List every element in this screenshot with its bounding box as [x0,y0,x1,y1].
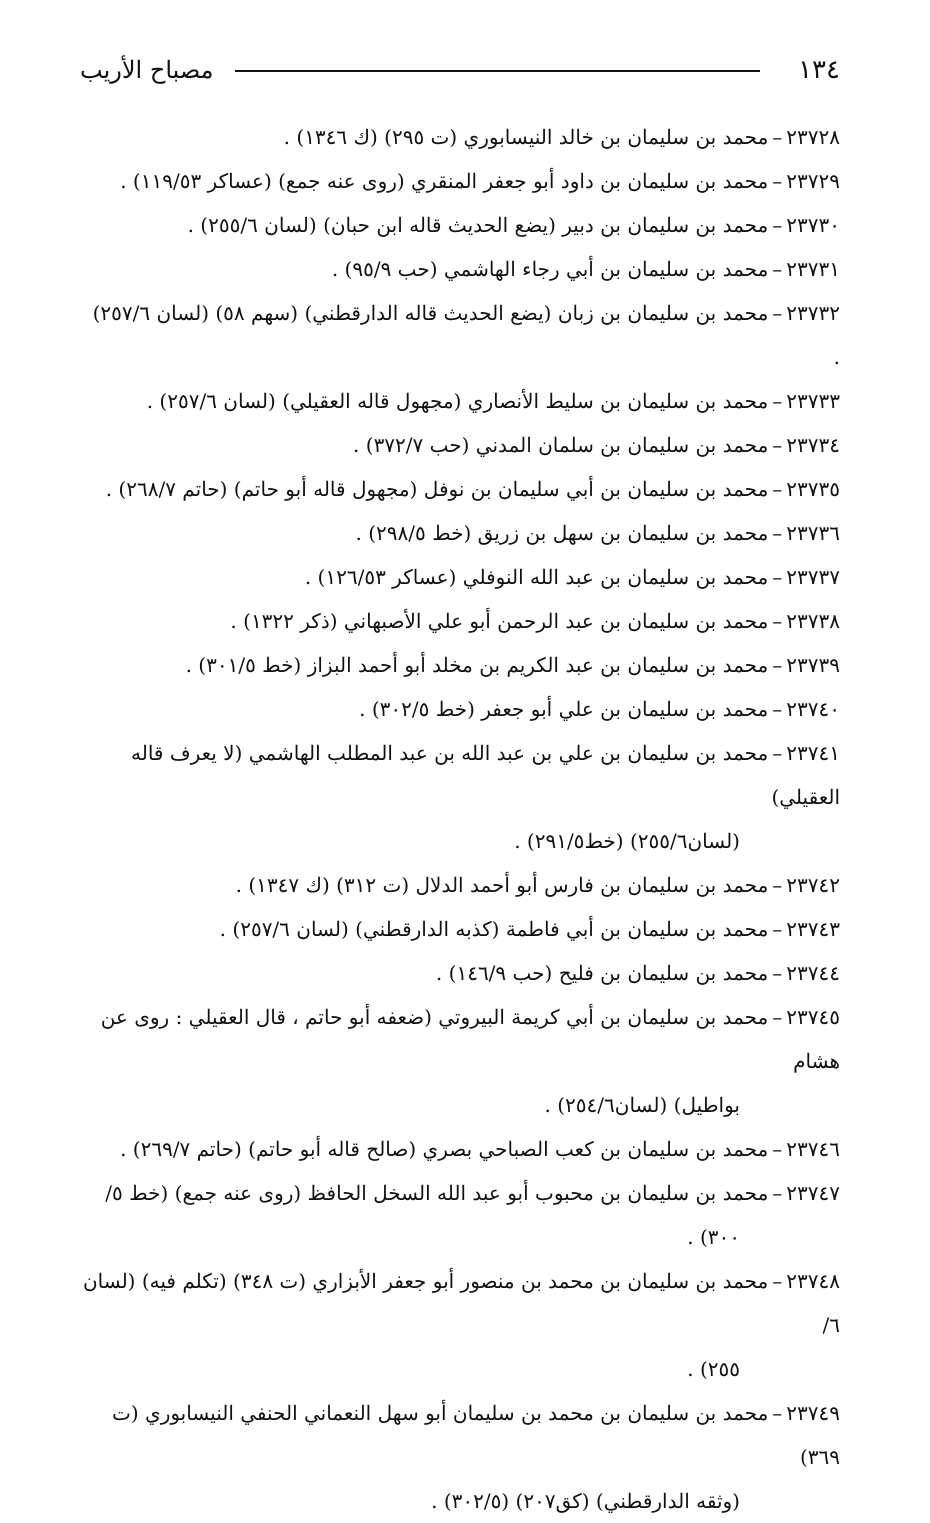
entry-dash: – [772,697,783,721]
entry-dash: – [772,961,783,985]
entry-dash: – [772,1269,783,1293]
entry-number: ٢٣٧٣٣ [786,389,840,413]
list-item [80,247,840,291]
entry-number: ٢٣٧٣١ [786,257,840,281]
list-item [80,379,840,423]
entry-text: محمد بن سليمان بن أبي رجاء الهاشمي (حب ٩٥/٩) . [331,257,769,281]
list-item [80,599,840,643]
entry-continuation: ٣٠٠) . [687,1225,740,1249]
list-item [80,115,840,159]
entry-text: محمد بن سليمان بن زبان (يضع الحديث قاله الدارقطني) (سهم ٥٨) (لسان ٢٥٧/٦) . [92,301,840,369]
entry-continuation: بواطيل) (لسان٢٥٤/٦) . [544,1093,740,1117]
entry-text: محمد بن سليمان بن عبد الله النوفلي (عساكر ١٢٦/٥٣) . [304,565,769,589]
entry-dash: – [772,389,783,413]
entry-dash: – [772,521,783,545]
list-item [80,951,840,995]
entry-continuation: (لسان٢٥٥/٦) (خط٢٩١/٥) . [514,829,740,853]
entry-dash: – [772,301,783,325]
list-item [80,863,840,907]
entry-dash: – [772,1137,783,1161]
entry-number: ٢٣٧٣٩ [786,653,840,677]
entry-text: محمد بن سليمان بن محبوب أبو عبد الله السخل الحافظ (روى عنه جمع) (خط ٥/ [105,1181,769,1205]
entry-dash: – [772,653,783,677]
list-item [80,1391,840,1523]
entry-text: محمد بن سليمان بن سهل بن زريق (خط ٢٩٨/٥) . [355,521,769,545]
entry-number: ٢٣٧٣٦ [786,521,840,545]
page-header [80,50,840,90]
entry-text: محمد بن سليمان بن أبي سليمان بن نوفل (مجهول قاله أبو حاتم) (حاتم ٢٦٨/٧) . [105,477,769,501]
entry-text: محمد بن سليمان بن فارس أبو أحمد الدلال (ت ٣١٢) (ك ١٣٤٧) . [235,873,769,897]
entry-text: محمد بن سليمان بن كعب الصباحي بصري (صالح قاله أبو حاتم) (حاتم ٢٦٩/٧) . [120,1137,769,1161]
entry-text: محمد بن سليمان بن أبي كريمة البيروتي (ضعفه أبو حاتم ، قال العقيلي : روى عن هشام [100,1005,840,1073]
list-item [80,731,840,863]
entry-number: ٢٣٧٤١ [786,741,840,765]
list-item [80,643,840,687]
entry-number: ٢٣٧٤٢ [786,873,840,897]
entry-text: محمد بن سليمان بن محمد بن منصور أبو جعفر الأبزاري (ت ٣٤٨) (تكلم فيه) (لسان ٦/ [82,1269,840,1337]
entry-dash: – [772,1401,783,1425]
entry-list [80,115,840,1523]
entry-text: محمد بن سليمان بن فليح (حب ١٤٦/٩) . [435,961,769,985]
entry-number: ٢٣٧٣٢ [786,301,840,325]
entry-text: محمد بن سليمان بن سليط الأنصاري (مجهول قاله العقيلي) (لسان ٢٥٧/٦) . [146,389,769,413]
list-item [80,511,840,555]
list-item [80,159,840,203]
entry-dash: – [772,477,783,501]
entry-text: محمد بن سليمان بن أبي فاطمة (كذبه الدارقطني) (لسان ٢٥٧/٦) . [219,917,769,941]
entry-dash: – [772,213,783,237]
entry-number: ٢٣٧٤٠ [786,697,840,721]
entry-text: محمد بن سليمان بن عبد الكريم بن مخلد أبو أحمد البزاز (خط ٣٠١/٥) . [185,653,769,677]
list-item [80,291,840,379]
entry-dash: – [772,873,783,897]
list-item [80,203,840,247]
entry-number: ٢٣٧٤٤ [786,961,840,985]
list-item [80,995,840,1127]
page-number: ١٣٤ [798,55,840,85]
entry-number: ٢٣٧٣٧ [786,565,840,589]
list-item [80,1171,840,1259]
header-rule [235,70,760,72]
entry-continuation: ٢٥٥) . [687,1357,740,1381]
list-item [80,907,840,951]
entry-dash: – [772,917,783,941]
list-item [80,423,840,467]
entry-number: ٢٣٧٤٦ [786,1137,840,1161]
entry-text: محمد بن سليمان بن خالد النيسابوري (ت ٢٩٥) (ك ١٣٤٦) . [283,125,769,149]
list-item [80,467,840,511]
entry-text: محمد بن سليمان بن محمد بن سليمان أبو سهل النعماني الحنفي النيسابوري (ت ٣٦٩) [112,1401,840,1469]
entry-number: ٢٣٧٣٠ [786,213,840,237]
entry-number: ٢٣٧٢٩ [786,169,840,193]
entry-dash: – [772,257,783,281]
entry-number: ٢٣٧٢٨ [786,125,840,149]
list-item [80,555,840,599]
entry-dash: – [772,1181,783,1205]
entry-dash: – [772,565,783,589]
entry-number: ٢٣٧٣٤ [786,433,840,457]
entry-text: محمد بن سليمان بن دبير (يضع الحديث قاله ابن حبان) (لسان ٢٥٥/٦) . [187,213,769,237]
entry-number: ٢٣٧٤٥ [786,1005,840,1029]
list-item [80,687,840,731]
entry-text: محمد بن سليمان بن عبد الرحمن أبو علي الأصبهاني (ذكر ١٣٢٢) . [230,609,769,633]
entry-dash: – [772,125,783,149]
entry-dash: – [772,609,783,633]
entry-text: محمد بن سليمان بن داود أبو جعفر المنقري (روى عنه جمع) (عساكر ١١٩/٥٣) . [120,169,769,193]
entry-text: محمد بن سليمان بن سلمان المدني (حب ٣٧٢/٧) . [353,433,769,457]
entry-number: ٢٣٧٣٥ [786,477,840,501]
entry-dash: – [772,433,783,457]
entry-continuation: (وثقه الدارقطني) (كق٢٠٧) (٣٠٢/٥) . [431,1489,740,1513]
entry-dash: – [772,741,783,765]
entry-number: ٢٣٧٤٩ [786,1401,840,1425]
list-item [80,1259,840,1391]
entry-dash: – [772,1005,783,1029]
entry-text: محمد بن سليمان بن علي أبو جعفر (خط ٣٠٢/٥) . [359,697,769,721]
entry-number: ٢٣٧٣٨ [786,609,840,633]
entry-dash: – [772,169,783,193]
list-item [80,1127,840,1171]
book-title: مصباح الأريب [80,56,214,84]
entry-number: ٢٣٧٤٣ [786,917,840,941]
entry-text: محمد بن سليمان بن علي بن عبد الله بن عبد المطلب الهاشمي (لا يعرف قاله العقيلي) [131,741,840,809]
entry-number: ٢٣٧٤٨ [786,1269,840,1293]
entry-number: ٢٣٧٤٧ [786,1181,840,1205]
